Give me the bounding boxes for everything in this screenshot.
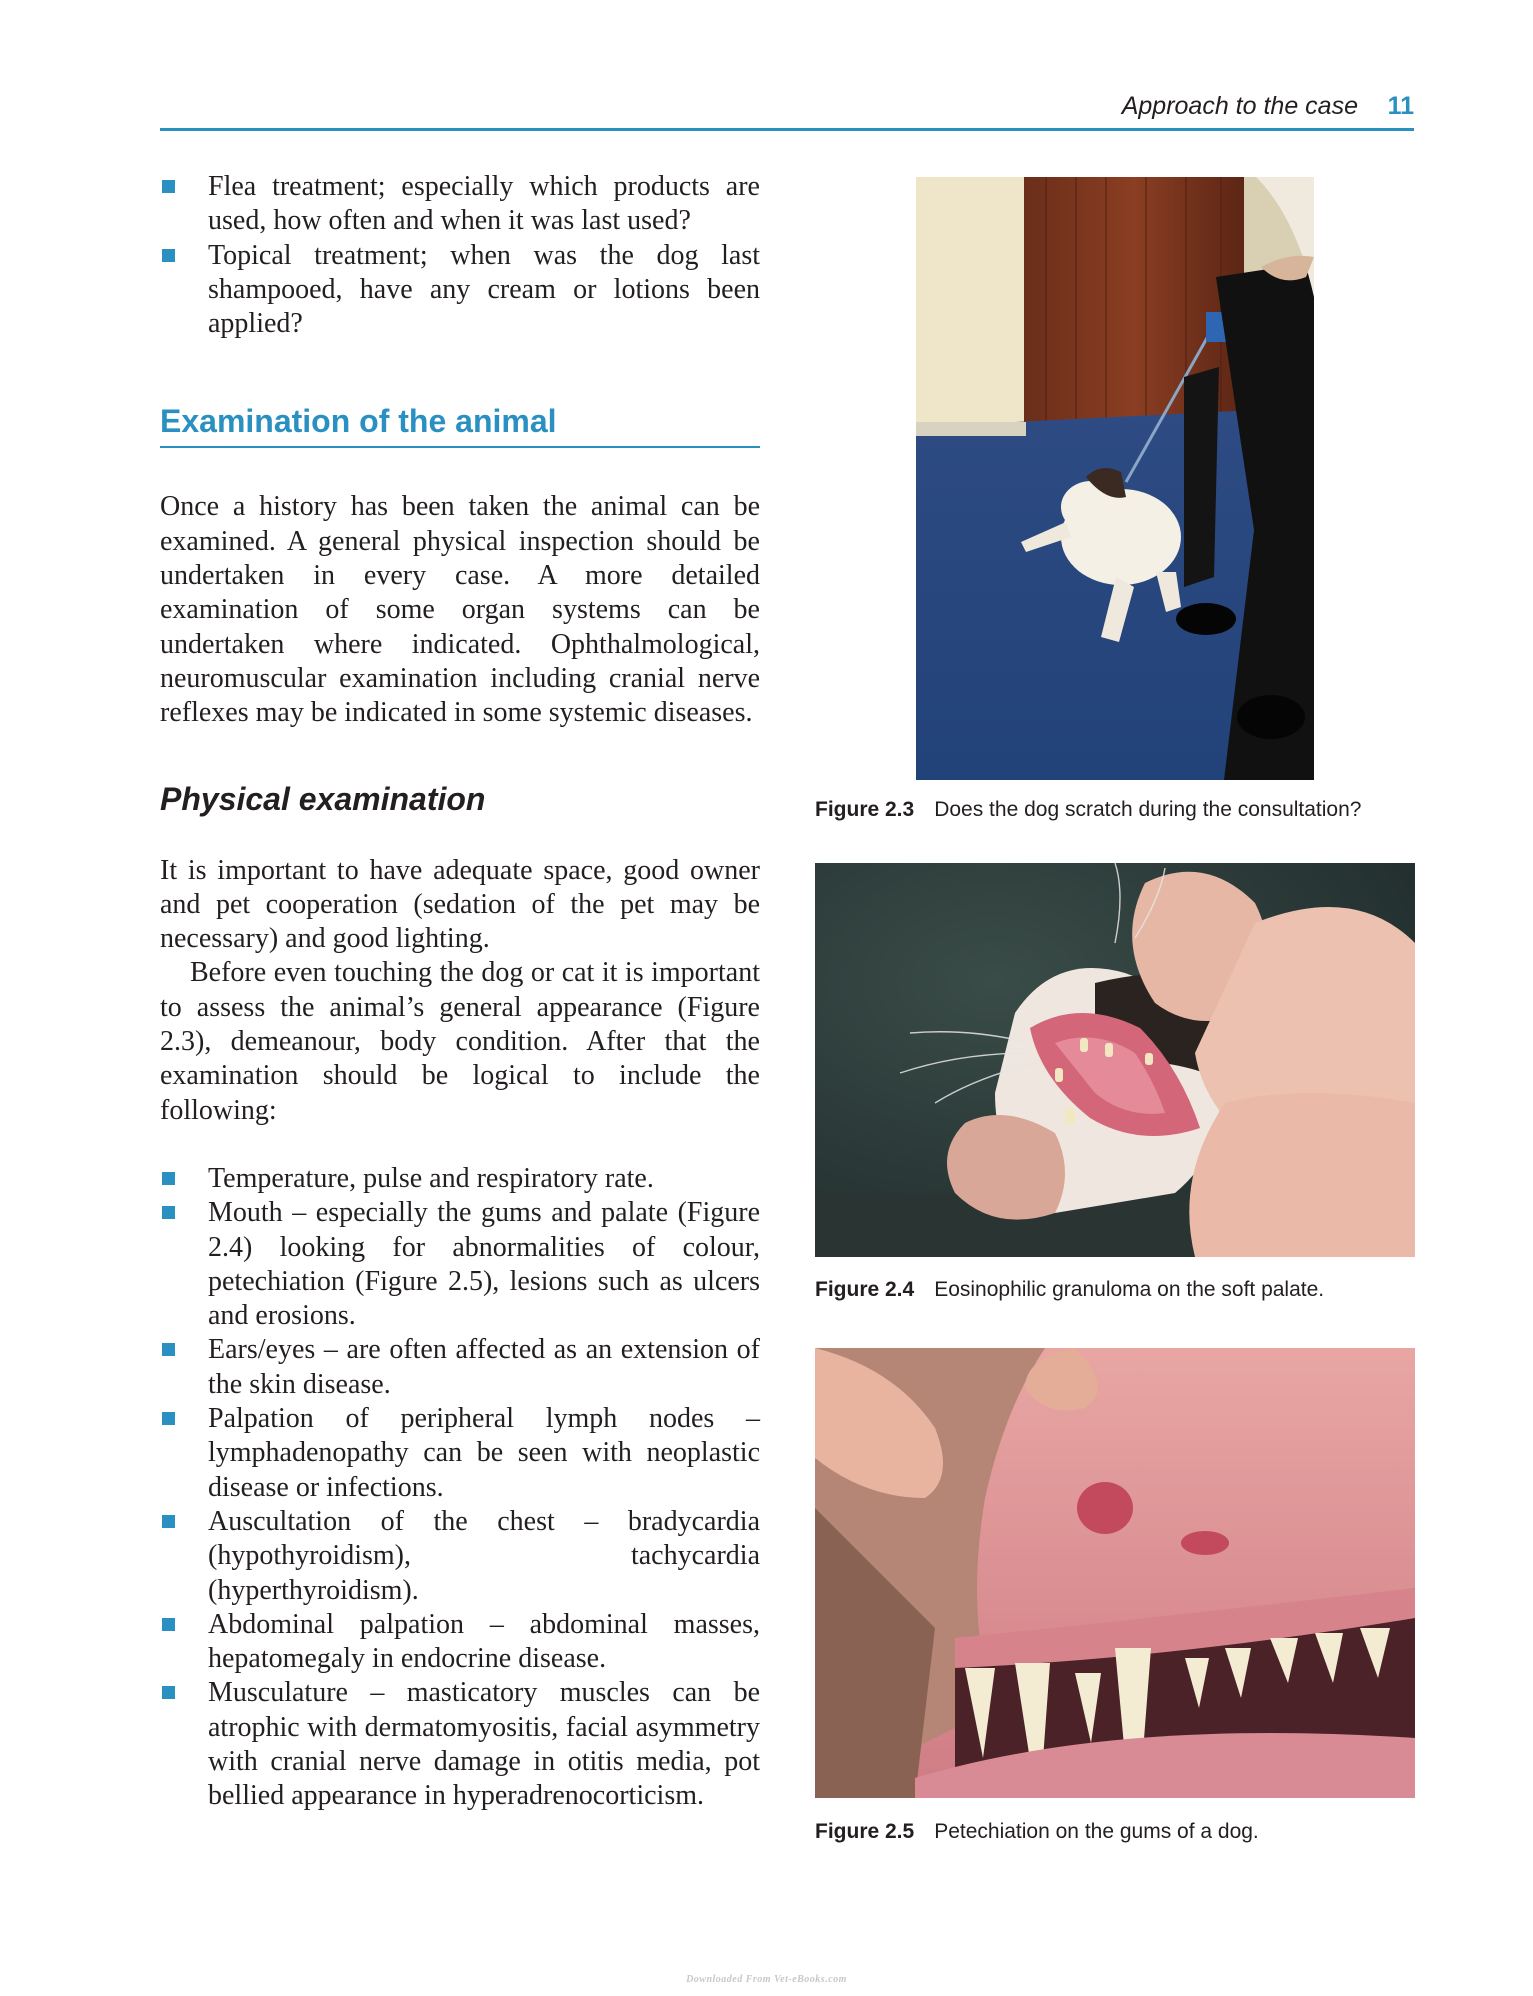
figure-2-5-caption	[815, 1820, 1415, 1844]
square-bullet-icon	[162, 1412, 175, 1425]
square-bullet-icon	[162, 1515, 175, 1528]
left-column	[160, 170, 760, 1814]
figure-2-3-photo	[916, 177, 1314, 780]
square-bullet-icon	[162, 1686, 175, 1699]
figure-label: Figure 2.5	[815, 1820, 915, 1843]
figure-2-4-photo	[815, 863, 1415, 1257]
page-number: 11	[1387, 92, 1414, 120]
body-paragraph: Before even touching the dog or cat it is important to assess the animal’s general appearance (Figure 2.3), demeanour, body condition. After that the examination should be logical to include the following:	[160, 957, 760, 1126]
exam-bullet-list	[160, 1162, 760, 1814]
list-item: Musculature – masticatory muscles can be atrophic with dermatomyositis, facial asymmetry with cranial nerve damage in otitis media, pot bellied appearance in hyperadrenocorticism.	[160, 1676, 760, 1813]
footer-watermark: Downloaded From Vet-eBooks.com	[686, 1974, 847, 1985]
running-header	[160, 88, 1414, 131]
subsection-heading: Physical examination	[160, 780, 486, 817]
figure-caption-text: Eosinophilic granuloma on the soft palate.	[934, 1278, 1325, 1301]
figure-2-4-caption	[815, 1278, 1415, 1302]
square-bullet-icon	[162, 1618, 175, 1631]
figure-caption-text: Petechiation on the gums of a dog.	[934, 1820, 1259, 1843]
list-item: Flea treatment; especially which products are used, how often and when it was last used?	[160, 170, 760, 239]
figure-label: Figure 2.4	[815, 1278, 915, 1301]
figure-label: Figure 2.3	[815, 798, 915, 821]
list-item: Temperature, pulse and respiratory rate.	[160, 1162, 760, 1196]
square-bullet-icon	[162, 1343, 175, 1356]
section-heading: Examination of the animal	[160, 403, 760, 448]
figure-2-5-photo	[815, 1348, 1415, 1798]
section-paragraph: Once a history has been taken the animal can be examined. A general physical inspection should be undertaken in every case. A more detailed examination of some organ systems can be undertaken where indicated. Ophthalmological, neuromuscular examination including cranial nerve reflexes may be indicated in some systemic diseases.	[160, 491, 760, 729]
list-item: Auscultation of the chest – bradycardia (hypothyroidism), tachycardia (hyperthyroidism).	[160, 1505, 760, 1608]
list-item: Topical treatment; when was the dog last shampooed, have any cream or lotions been applied?	[160, 239, 760, 342]
figure-2-3-caption	[815, 798, 1415, 822]
list-item: Ears/eyes – are often affected as an extension of the skin disease.	[160, 1333, 760, 1402]
square-bullet-icon	[162, 180, 175, 193]
figure-caption-text: Does the dog scratch during the consultation?	[934, 798, 1362, 821]
list-item: Abdominal palpation – abdominal masses, hepatomegaly in endocrine disease.	[160, 1608, 760, 1677]
running-title: Approach to the case	[1121, 92, 1358, 120]
list-item: Mouth – especially the gums and palate (Figure 2.4) looking for abnormalities of colour, petechiation (Figure 2.5), lesions such as ulcers and erosions.	[160, 1196, 760, 1333]
square-bullet-icon	[162, 1172, 175, 1185]
square-bullet-icon	[162, 249, 175, 262]
body-paragraph: It is important to have adequate space, good owner and pet cooperation (sedation of the pet may be necessary) and good lighting.	[160, 854, 760, 955]
top-bullet-list	[160, 170, 760, 341]
square-bullet-icon	[162, 1206, 175, 1219]
list-item: Palpation of peripheral lymph nodes – lymphadenopathy can be seen with neoplastic disease or infections.	[160, 1402, 760, 1505]
